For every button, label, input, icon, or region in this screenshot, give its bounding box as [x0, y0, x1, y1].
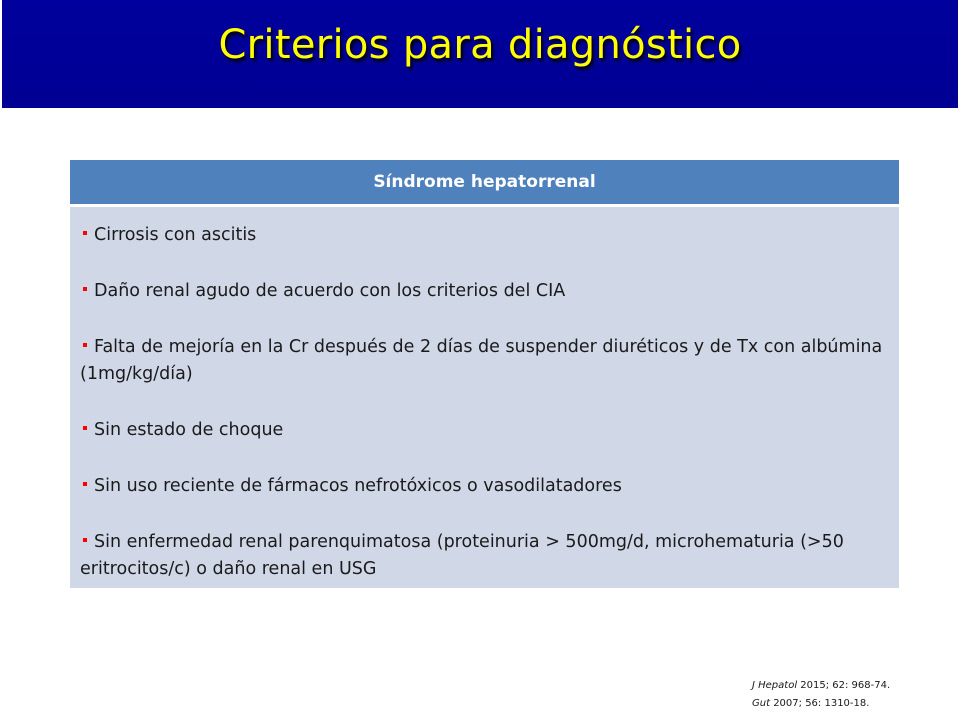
bullet-square-icon — [83, 538, 87, 542]
reference-line — [752, 695, 890, 713]
criteria-item-text: Sin enfermedad renal parenquimatosa (proteinuria > 500mg/d, microhematuria (>50 eritrocitos/c) o daño renal en USG — [80, 531, 844, 579]
reference-line — [752, 677, 890, 695]
bullet-square-icon — [83, 287, 87, 291]
criteria-item — [80, 334, 887, 388]
reference-journal: Gut — [752, 698, 771, 709]
title-bar — [2, 0, 958, 108]
criteria-item-text: Sin estado de choque — [94, 419, 284, 440]
slide-title: Criterios para diagnóstico — [218, 22, 742, 68]
criteria-list — [80, 222, 887, 583]
bullet-square-icon — [83, 231, 87, 235]
criteria-table — [70, 160, 899, 588]
criteria-item — [80, 278, 887, 305]
reference-citation: 2007; 56: 1310-18. — [770, 698, 870, 709]
criteria-item — [80, 473, 887, 500]
table-body — [70, 206, 899, 588]
bullet-square-icon — [83, 482, 87, 486]
criteria-item-text: Falta de mejoría en la Cr después de 2 días de suspender diuréticos y de Tx con albúmina (1mg/kg/día) — [80, 336, 883, 384]
table-header: Síndrome hepatorrenal — [70, 160, 899, 206]
criteria-item — [80, 417, 887, 444]
criteria-item-text: Cirrosis con ascitis — [94, 224, 257, 245]
criteria-item — [80, 222, 887, 249]
references — [752, 677, 890, 713]
reference-citation: 2015; 62: 968-74. — [797, 680, 891, 691]
bullet-square-icon — [83, 343, 87, 347]
bullet-square-icon — [83, 426, 87, 430]
criteria-item-text: Sin uso reciente de fármacos nefrotóxicos o vasodilatadores — [94, 475, 622, 496]
reference-journal: J Hepatol — [752, 680, 798, 691]
criteria-item — [80, 529, 887, 583]
criteria-item-text: Daño renal agudo de acuerdo con los criterios del CIA — [94, 280, 566, 301]
